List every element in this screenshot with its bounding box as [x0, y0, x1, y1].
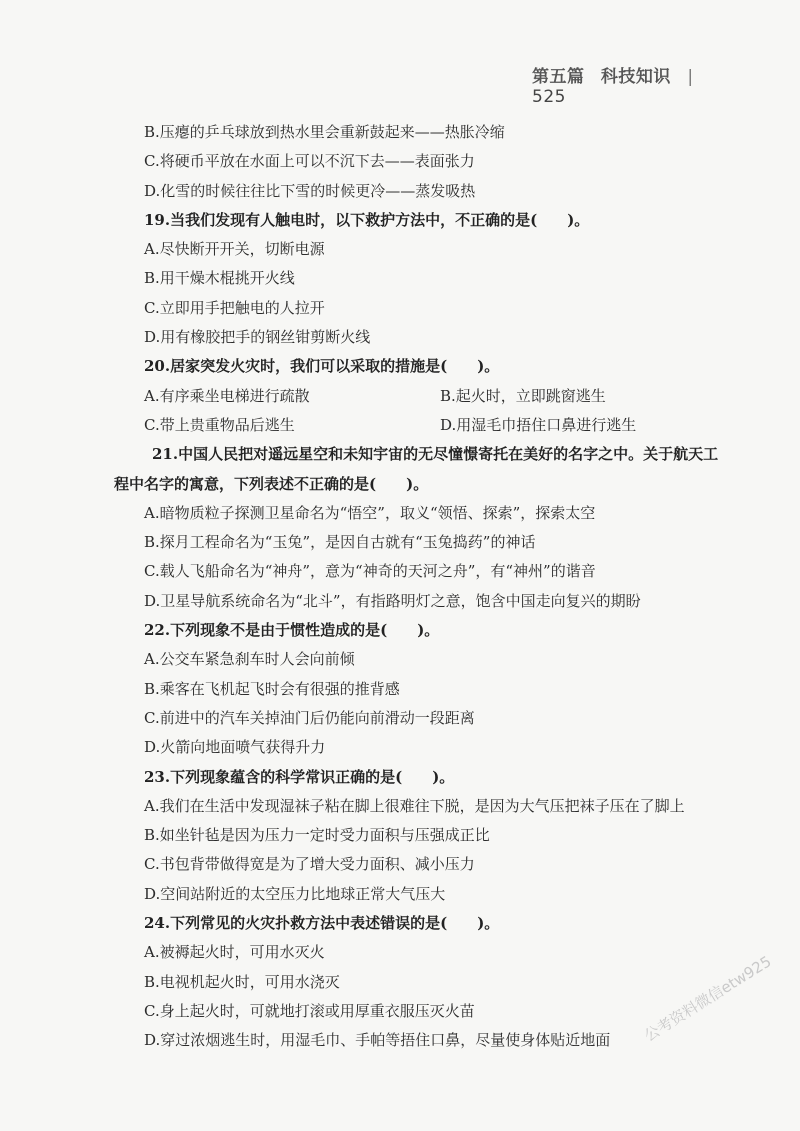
page-body: [114, 118, 744, 1056]
q23-option-d: D.空间站附近的太空压力比地球正常大气压大: [144, 884, 446, 903]
q19-stem: 19.当我们发现有人触电时，以下救护方法中，不正确的是( )。: [144, 210, 590, 229]
q22-stem: 22.下列现象不是由于惯性造成的是( )。: [144, 621, 440, 640]
q22-option-a: A.公交车紧急刹车时人会向前倾: [144, 650, 355, 669]
q23-option-a: A.我们在生活中发现湿袜子粘在脚上很难往下脱，是因为大气压把袜子压在了脚上: [144, 796, 685, 815]
q20-options-row-2: [144, 411, 744, 440]
q18-option-b: B.压瘪的乒乓球放到热水里会重新鼓起来——热胀冷缩: [144, 123, 505, 141]
q21-option-b: B.探月工程命名为“玉兔”，是因自古就有“玉兔捣药”的神话: [144, 533, 536, 552]
watermark: 公考资料微信etw925: [641, 952, 775, 1045]
q23-option-b: B.如坐针毡是因为压力一定时受力面积与压强成正比: [144, 826, 490, 845]
q19-option-a: A.尽快断开开关，切断电源: [144, 240, 325, 259]
q21-stem-line-1: 21.中国人民把对遥远星空和未知宇宙的无尽憧憬寄托在美好的名字之中。关于航天工: [152, 445, 719, 464]
q20-option-c: C.带上贵重物品后逃生: [144, 415, 295, 434]
q20-option-b: B.起火时，立即跳窗逃生: [440, 386, 606, 405]
q24-option-a: A.被褥起火时，可用水灭火: [144, 943, 325, 962]
q22-option-c: C.前进中的汽车关掉油门后仍能向前滑动一段距离: [144, 708, 475, 727]
q24-option-d: D.穿过浓烟逃生时，用湿毛巾、手帕等捂住口鼻，尽量使身体贴近地面: [144, 1031, 611, 1050]
q21-option-a: A.暗物质粒子探测卫星命名为“悟空”，取义“领悟、探索”，探索太空: [144, 503, 596, 522]
q22-option-b: B.乘客在飞机起飞时会有很强的推背感: [144, 679, 400, 698]
q24-stem: 24.下列常见的火灾扑救方法中表述错误的是( )。: [144, 914, 500, 933]
header-topic: 科技知识: [600, 67, 671, 87]
q18-option-c: C.将硬币平放在水面上可以不沉下去——表面张力: [144, 152, 475, 171]
q19-option-d: D.用有橡胶把手的钢丝钳剪断火线: [144, 328, 371, 347]
q24-option-c: C.身上起火时，可就地打滚或用厚重衣服压灭火苗: [144, 1001, 475, 1020]
running-header: [532, 62, 732, 107]
page-number: 525: [532, 87, 566, 107]
q23-option-c: C.书包背带做得宽是为了增大受力面积、减小压力: [144, 855, 475, 874]
q18-option-d: D.化雪的时候往往比下雪的时候更冷——蒸发吸热: [144, 181, 476, 200]
q20-stem: 20.居家突发火灾时，我们可以采取的措施是( )。: [144, 357, 500, 376]
q20-options-row-1: [144, 382, 744, 411]
q22-option-d: D.火箭向地面喷气获得升力: [144, 738, 326, 757]
q20-option-d: D.用湿毛巾捂住口鼻进行逃生: [440, 415, 637, 434]
q23-stem: 23.下列现象蕴含的科学常识正确的是( )。: [144, 767, 455, 786]
q21-option-c: C.载人飞船命名为“神舟”，意为“神奇的天河之舟”，有“神州”的谐音: [144, 562, 596, 581]
q24-option-b: B.电视机起火时，可用水浇灭: [144, 972, 340, 991]
header-section: 第五篇: [532, 67, 585, 87]
q21-stem-line-2: 程中名字的寓意，下列表述不正确的是( )。: [114, 474, 429, 493]
q21-option-d: D.卫星导航系统命名为“北斗”，有指路明灯之意，饱含中国走向复兴的期盼: [144, 591, 641, 610]
header-separator: |: [687, 67, 694, 87]
q19-option-c: C.立即用手把触电的人拉开: [144, 298, 325, 317]
q20-option-a: A.有序乘坐电梯进行疏散: [144, 386, 310, 405]
q19-option-b: B.用干燥木棍挑开火线: [144, 269, 295, 288]
